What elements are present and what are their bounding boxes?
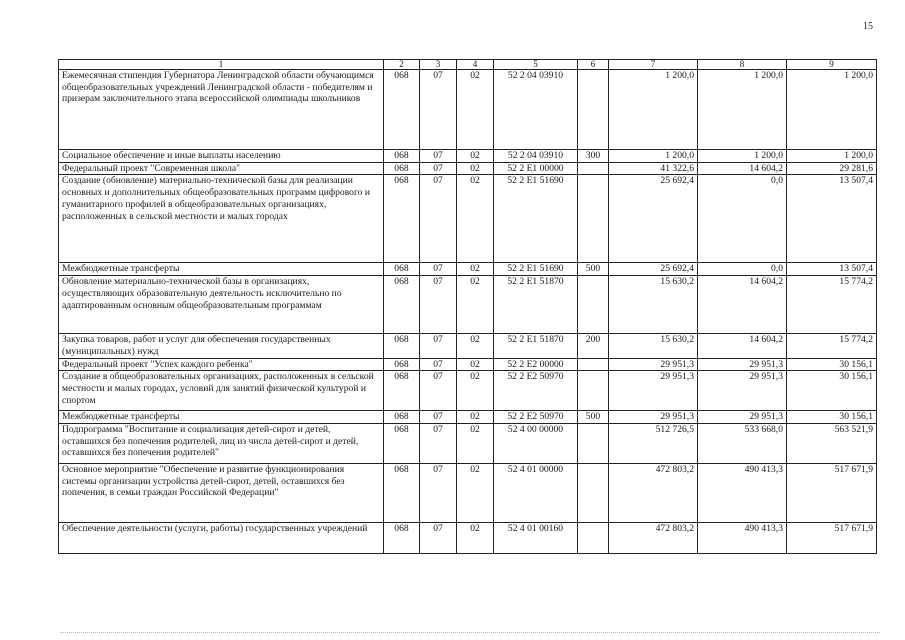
cell-amount-year-2: 533 668,0 bbox=[698, 423, 787, 463]
column-header: 5 bbox=[494, 60, 578, 70]
table-row bbox=[59, 522, 877, 553]
cell-expense-type bbox=[578, 70, 609, 150]
cell-code: 068 bbox=[384, 70, 420, 150]
cell-section: 07 bbox=[420, 162, 457, 175]
table-row bbox=[59, 334, 877, 358]
column-header: 3 bbox=[420, 60, 457, 70]
cell-amount-year-3: 29 281,6 bbox=[787, 162, 877, 175]
table-row bbox=[59, 463, 877, 522]
row-name: Федеральный проект "Успех каждого ребенка" bbox=[59, 358, 384, 371]
cell-expense-type bbox=[578, 371, 609, 411]
cell-amount-year-2: 14 604,2 bbox=[698, 334, 787, 358]
row-name: Обеспечение деятельности (услуги, работы) государственных учреждений bbox=[59, 522, 384, 553]
column-header: 2 bbox=[384, 60, 420, 70]
cell-code: 068 bbox=[384, 276, 420, 334]
cell-section: 07 bbox=[420, 358, 457, 371]
cell-code: 068 bbox=[384, 162, 420, 175]
cell-expense-type bbox=[578, 276, 609, 334]
table-row bbox=[59, 371, 877, 411]
cell-target-item: 52 2 E1 00000 bbox=[494, 162, 578, 175]
cell-amount-year-3: 13 507,4 bbox=[787, 175, 877, 263]
cell-target-item: 52 2 E2 50970 bbox=[494, 371, 578, 411]
cell-section: 07 bbox=[420, 70, 457, 150]
cell-target-item: 52 4 01 00000 bbox=[494, 463, 578, 522]
cell-amount-year-2: 490 413,3 bbox=[698, 522, 787, 553]
cell-expense-type bbox=[578, 423, 609, 463]
cell-amount-year-2: 0,0 bbox=[698, 175, 787, 263]
cell-amount-year-1: 472 803,2 bbox=[609, 522, 698, 553]
cell-amount-year-2: 1 200,0 bbox=[698, 150, 787, 163]
cell-expense-type bbox=[578, 162, 609, 175]
cell-target-item: 52 4 00 00000 bbox=[494, 423, 578, 463]
cell-amount-year-3: 563 521,9 bbox=[787, 423, 877, 463]
cell-target-item: 52 2 E2 50970 bbox=[494, 411, 578, 424]
cell-amount-year-1: 29 951,3 bbox=[609, 371, 698, 411]
cell-amount-year-3: 30 156,1 bbox=[787, 358, 877, 371]
cell-amount-year-3: 30 156,1 bbox=[787, 371, 877, 411]
row-name: Социальное обеспечение и иные выплаты населению bbox=[59, 150, 384, 163]
cell-section: 07 bbox=[420, 334, 457, 358]
column-header: 1 bbox=[59, 60, 384, 70]
row-name: Основное мероприятие "Обеспечение и развитие функционирования системы организации устройства детей-сирот, детей, оставшихся без попечения, в семьи граждан Российской Федерации" bbox=[59, 463, 384, 522]
table-row bbox=[59, 175, 877, 263]
row-name: Ежемесячная стипендия Губернатора Ленинградской области обучающимся общеобразовательных учреждений Ленинградской области - победителям и призерам заключительного этапа всероссийской олимпиады школьников bbox=[59, 70, 384, 150]
cell-expense-type: 300 bbox=[578, 150, 609, 163]
table-row bbox=[59, 423, 877, 463]
page-number: 15 bbox=[863, 21, 873, 32]
cell-target-item: 52 2 E1 51690 bbox=[494, 175, 578, 263]
cell-code: 068 bbox=[384, 411, 420, 424]
cell-subsection: 02 bbox=[457, 411, 494, 424]
cell-subsection: 02 bbox=[457, 358, 494, 371]
cell-expense-type: 200 bbox=[578, 334, 609, 358]
cell-target-item: 52 2 04 03910 bbox=[494, 150, 578, 163]
scan-artifact-line bbox=[60, 632, 880, 635]
cell-section: 07 bbox=[420, 175, 457, 263]
cell-code: 068 bbox=[384, 358, 420, 371]
row-name: Межбюджетные трансферты bbox=[59, 411, 384, 424]
row-name: Федеральный проект "Современная школа" bbox=[59, 162, 384, 175]
row-name: Закупка товаров, работ и услуг для обеспечения государственных (муниципальных) нужд bbox=[59, 334, 384, 358]
cell-target-item: 52 4 01 00160 bbox=[494, 522, 578, 553]
cell-expense-type bbox=[578, 358, 609, 371]
column-header: 6 bbox=[578, 60, 609, 70]
row-name: Обновление материально-технической базы в организациях, осуществляющих образовательную деятельность исключительно по адаптированным основным общеобразовательным программам bbox=[59, 276, 384, 334]
cell-amount-year-1: 15 630,2 bbox=[609, 276, 698, 334]
cell-subsection: 02 bbox=[457, 70, 494, 150]
cell-amount-year-1: 1 200,0 bbox=[609, 150, 698, 163]
cell-amount-year-3: 1 200,0 bbox=[787, 150, 877, 163]
cell-amount-year-3: 517 671,9 bbox=[787, 522, 877, 553]
cell-expense-type: 500 bbox=[578, 263, 609, 276]
table-row bbox=[59, 70, 877, 150]
table-row bbox=[59, 263, 877, 276]
cell-amount-year-1: 29 951,3 bbox=[609, 411, 698, 424]
table-row bbox=[59, 411, 877, 424]
column-header: 4 bbox=[457, 60, 494, 70]
cell-amount-year-2: 29 951,3 bbox=[698, 371, 787, 411]
cell-amount-year-2: 1 200,0 bbox=[698, 70, 787, 150]
cell-amount-year-2: 490 413,3 bbox=[698, 463, 787, 522]
cell-amount-year-3: 15 774,2 bbox=[787, 276, 877, 334]
table-row bbox=[59, 358, 877, 371]
cell-section: 07 bbox=[420, 463, 457, 522]
cell-section: 07 bbox=[420, 276, 457, 334]
cell-amount-year-1: 25 692,4 bbox=[609, 175, 698, 263]
cell-code: 068 bbox=[384, 263, 420, 276]
cell-amount-year-2: 0,0 bbox=[698, 263, 787, 276]
cell-amount-year-3: 13 507,4 bbox=[787, 263, 877, 276]
header-row bbox=[59, 60, 877, 70]
column-header: 8 bbox=[698, 60, 787, 70]
cell-subsection: 02 bbox=[457, 263, 494, 276]
cell-expense-type bbox=[578, 175, 609, 263]
cell-amount-year-1: 25 692,4 bbox=[609, 263, 698, 276]
cell-amount-year-1: 512 726,5 bbox=[609, 423, 698, 463]
cell-subsection: 02 bbox=[457, 334, 494, 358]
cell-amount-year-1: 41 322,6 bbox=[609, 162, 698, 175]
cell-subsection: 02 bbox=[457, 175, 494, 263]
column-header: 7 bbox=[609, 60, 698, 70]
cell-section: 07 bbox=[420, 423, 457, 463]
cell-subsection: 02 bbox=[457, 371, 494, 411]
cell-subsection: 02 bbox=[457, 150, 494, 163]
cell-subsection: 02 bbox=[457, 463, 494, 522]
table-row bbox=[59, 150, 877, 163]
row-name: Межбюджетные трансферты bbox=[59, 263, 384, 276]
cell-amount-year-2: 29 951,3 bbox=[698, 411, 787, 424]
column-header: 9 bbox=[787, 60, 877, 70]
table-row bbox=[59, 162, 877, 175]
cell-section: 07 bbox=[420, 150, 457, 163]
cell-amount-year-3: 1 200,0 bbox=[787, 70, 877, 150]
cell-subsection: 02 bbox=[457, 423, 494, 463]
cell-code: 068 bbox=[384, 150, 420, 163]
cell-target-item: 52 2 E2 00000 bbox=[494, 358, 578, 371]
cell-amount-year-3: 30 156,1 bbox=[787, 411, 877, 424]
cell-amount-year-3: 517 671,9 bbox=[787, 463, 877, 522]
cell-amount-year-1: 15 630,2 bbox=[609, 334, 698, 358]
cell-section: 07 bbox=[420, 522, 457, 553]
cell-target-item: 52 2 04 03910 bbox=[494, 70, 578, 150]
cell-subsection: 02 bbox=[457, 162, 494, 175]
cell-section: 07 bbox=[420, 411, 457, 424]
cell-code: 068 bbox=[384, 463, 420, 522]
cell-code: 068 bbox=[384, 423, 420, 463]
cell-amount-year-1: 1 200,0 bbox=[609, 70, 698, 150]
cell-code: 068 bbox=[384, 371, 420, 411]
cell-target-item: 52 2 E1 51870 bbox=[494, 276, 578, 334]
cell-amount-year-3: 15 774,2 bbox=[787, 334, 877, 358]
table-body bbox=[59, 70, 877, 554]
cell-amount-year-2: 14 604,2 bbox=[698, 276, 787, 334]
cell-amount-year-1: 29 951,3 bbox=[609, 358, 698, 371]
cell-amount-year-2: 14 604,2 bbox=[698, 162, 787, 175]
budget-table bbox=[58, 59, 877, 554]
cell-subsection: 02 bbox=[457, 276, 494, 334]
cell-target-item: 52 2 E1 51690 bbox=[494, 263, 578, 276]
cell-expense-type: 500 bbox=[578, 411, 609, 424]
table-row bbox=[59, 276, 877, 334]
cell-amount-year-2: 29 951,3 bbox=[698, 358, 787, 371]
row-name: Подпрограмма "Воспитание и социализация детей-сирот и детей, оставшихся без попечения родителей, лиц из числа детей-сирот и детей, оставшихся без попечения родителей" bbox=[59, 423, 384, 463]
cell-subsection: 02 bbox=[457, 522, 494, 553]
row-name: Создание (обновление) материально-технической базы для реализации основных и дополнительных общеобразовательных программ цифрового и гуманитарного профилей в общеобразовательных организациях, расположенных в сельской местности и малых городах bbox=[59, 175, 384, 263]
cell-code: 068 bbox=[384, 522, 420, 553]
row-name: Создание в общеобразовательных организациях, расположенных в сельской местности и малых городах, условий для занятий физической культурой и спортом bbox=[59, 371, 384, 411]
cell-code: 068 bbox=[384, 334, 420, 358]
cell-code: 068 bbox=[384, 175, 420, 263]
cell-expense-type bbox=[578, 522, 609, 553]
cell-section: 07 bbox=[420, 263, 457, 276]
cell-section: 07 bbox=[420, 371, 457, 411]
cell-target-item: 52 2 E1 51870 bbox=[494, 334, 578, 358]
cell-amount-year-1: 472 803,2 bbox=[609, 463, 698, 522]
cell-expense-type bbox=[578, 463, 609, 522]
